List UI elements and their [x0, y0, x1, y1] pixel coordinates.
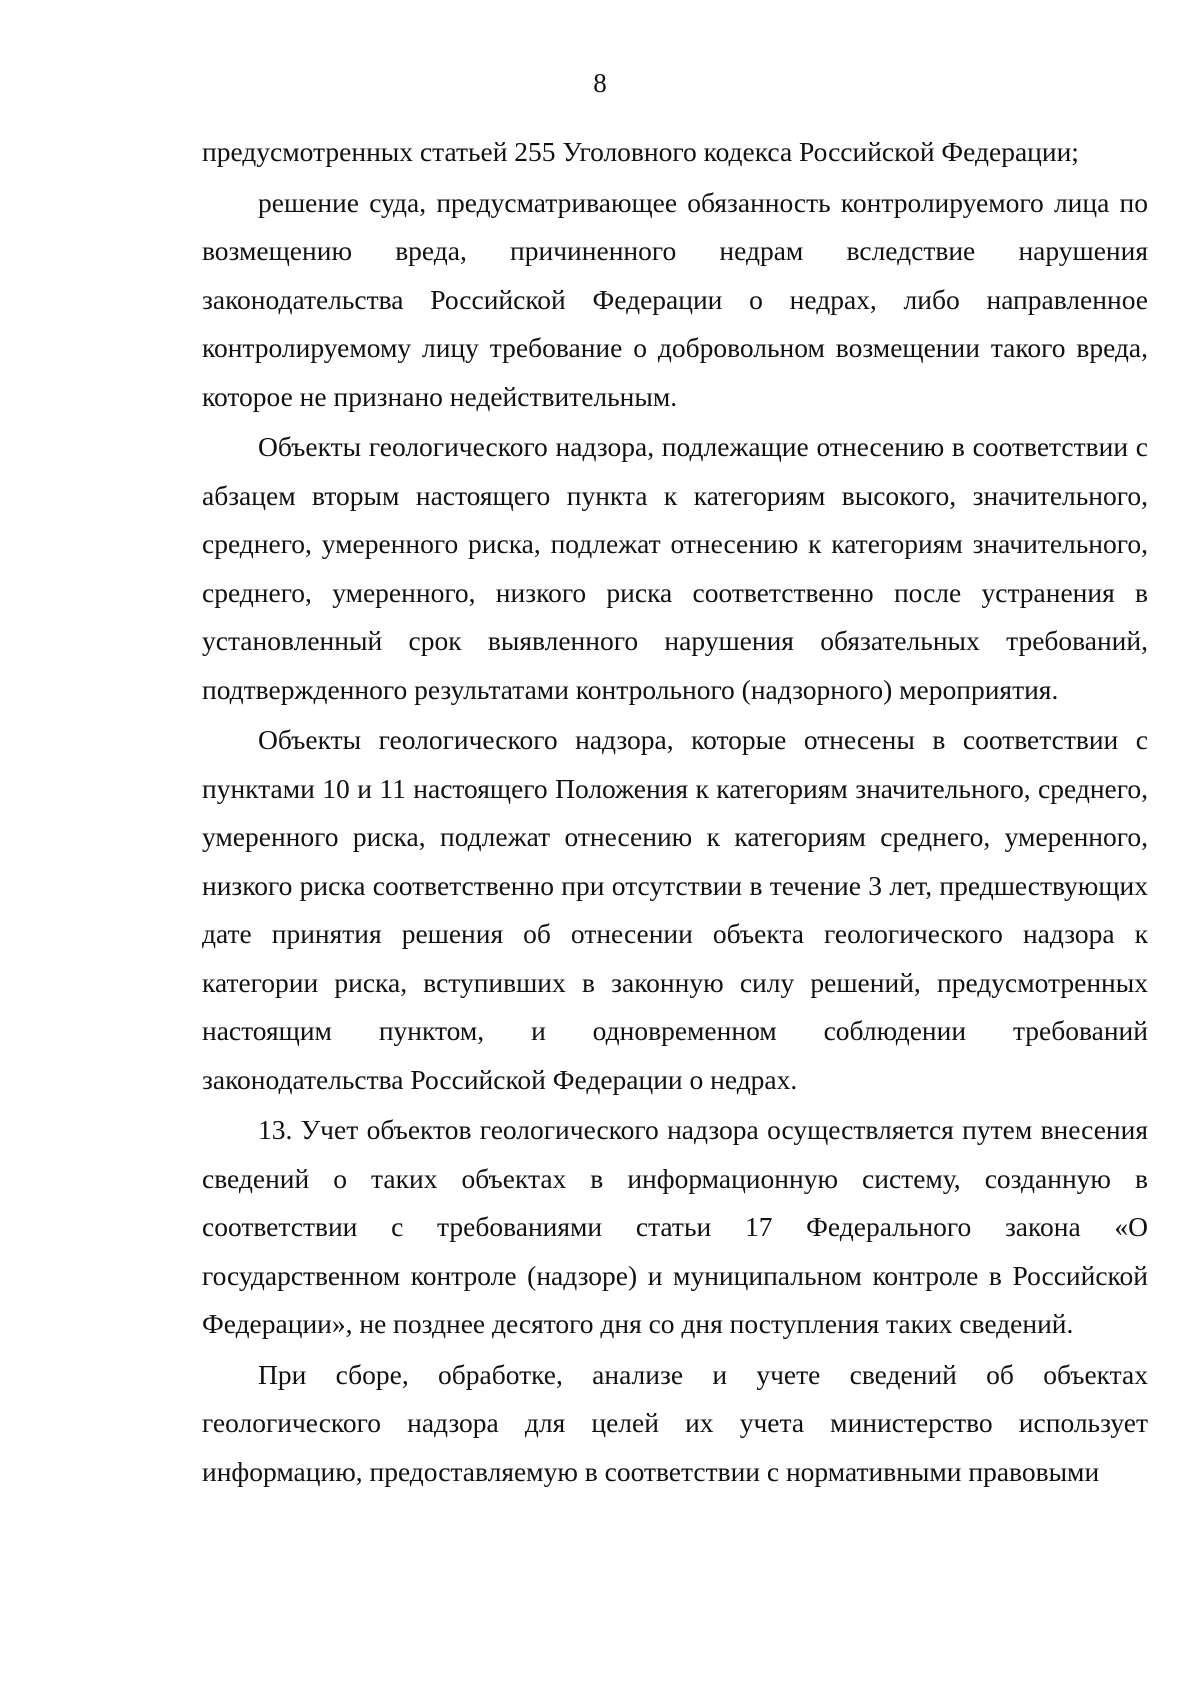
document-body [202, 128, 1148, 1498]
paragraph-item-13-accounting: 13. Учет объектов геологического надзора осуществляется путем внесения сведений о таких объектах в информационную систему, созданную в соответствии с требованиями статьи 17 Федерального закона «О государственном контроле (надзоре) и муниципальном контроле в Российской Федерации», не позднее десятого дня со дня поступления таких сведений. [202, 1114, 1148, 1339]
paragraph-risk-reclassification-3-years: Объекты геологического надзора, которые отнесены в соответствии с пунктами 10 и 11 настоящего Положения к категориям значительного, среднего, умеренного риска, подлежат отнесению к категориям среднего, умеренного, низкого риска соответственно при отсутствии в течение 3 лет, предшествующих дате принятия решения об отнесении объекта геологического надзора к категории риска, вступивших в законную силу решений, предусмотренных настоящим пунктом, и одновременном соблюдении требований законодательства Российской Федерации о недрах. [202, 724, 1148, 1095]
paragraph-risk-reclassification-after-violation: Объекты геологического надзора, подлежащие отнесению в соответствии с абзацем вторым настоящего пункта к категориям высокого, значительного, среднего, умеренного риска, подлежат отнесению к категориям значительного, среднего, умеренного, низкого риска соответственно после устранения в установленный срок выявленного нарушения обязательных требований, подтвержденного результатами контрольного (надзорного) мероприятия. [202, 431, 1148, 705]
paragraph-information-sources: При сборе, обработке, анализе и учете сведений об объектах геологического надзора для целей их учета министерство использует информацию, предоставляемую в соответствии с нормативными правовыми [202, 1358, 1148, 1487]
paragraph-court-decision: решение суда, предусматривающее обязанность контролируемого лица по возмещению вреда, причиненного недрам вследствие нарушения законодательства Российской Федерации о недрах, либо направленное контролируемому лицу требование о добровольном возмещении такого вреда, которое не признано недействительным. [202, 186, 1148, 412]
paragraph-continuation: предусмотренных статьей 255 Уголовного кодекса Российской Федерации; [202, 136, 1079, 167]
page-number: 8 [593, 68, 607, 98]
